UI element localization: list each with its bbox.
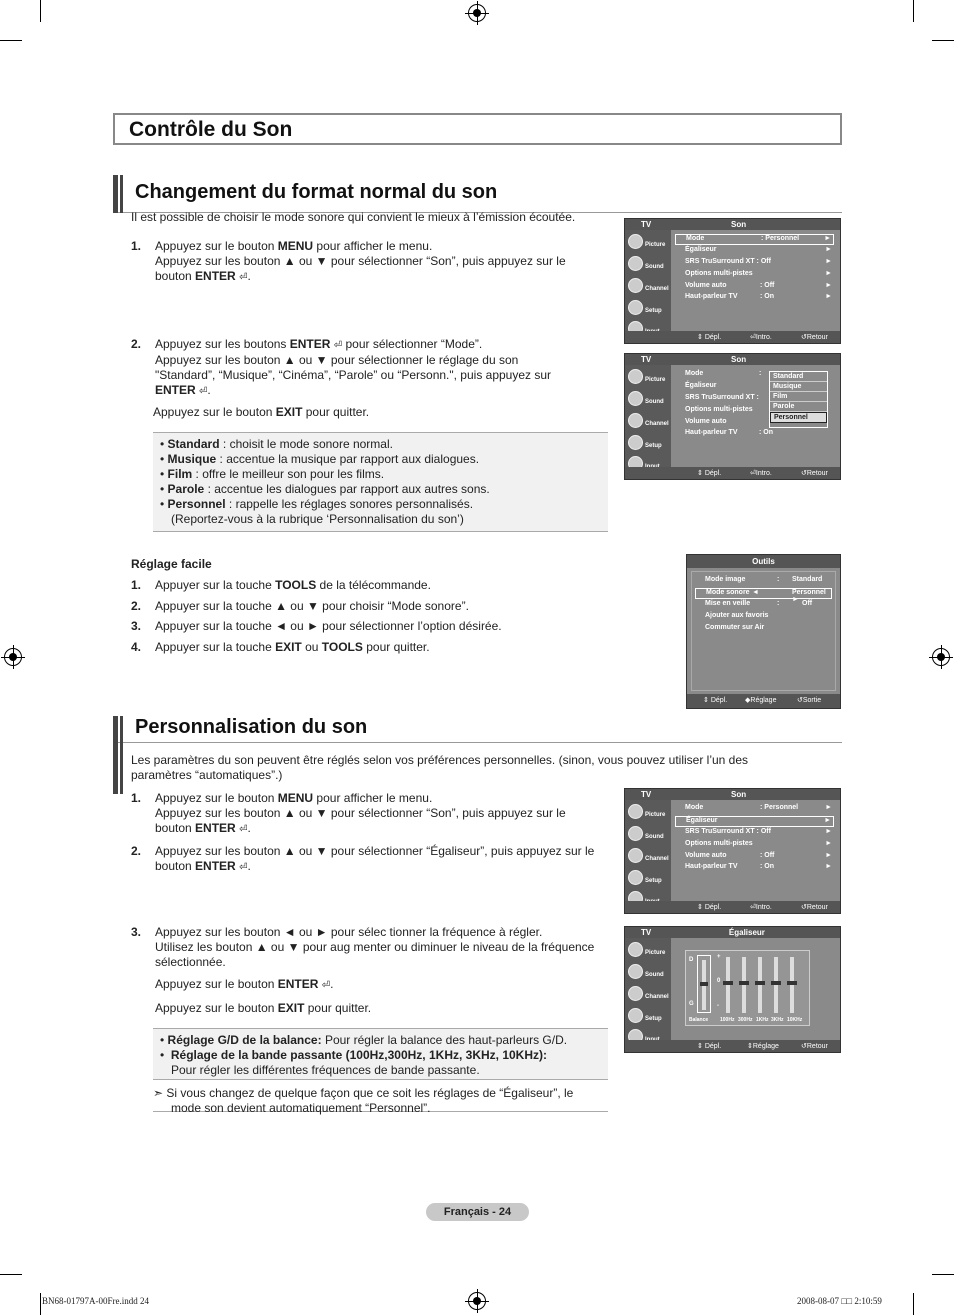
eq-slider-3khz	[774, 957, 778, 1013]
channel-icon	[628, 278, 643, 293]
channel-icon	[628, 413, 643, 428]
bullet-list: • Réglage G/D de la balance: Pour régler la balance des haut-parleurs G/D. • Réglage de la bande passante (100Hz,300Hz, 1KHz, 3KHz, 10KHz): Pour régler les différentes fréquences de bande passante.	[153, 1028, 608, 1080]
sound-icon	[628, 964, 643, 979]
tv-menu-screen: TV Son Picture Sound Channel Setup Mode : Personnel ► Égaliseur ► SRS TruSurround XT : Off ► Options multi-pistes ► Volume auto : Off ► Haut-parleur TV : On ► ⇕ Dépl. ⏎Intro. ↺Retour	[624, 218, 841, 344]
channel-icon	[628, 848, 643, 863]
eq-slider-100hz	[726, 957, 730, 1013]
picture-icon	[628, 942, 643, 957]
section-header	[113, 716, 842, 743]
list-item: • Film : offre le meilleur son pour les films.	[160, 467, 385, 481]
eq-slider-300hz	[742, 957, 746, 1013]
setup-icon	[628, 300, 643, 315]
list-item: • Parole : accentue les dialogues par rapport aux autres sons.	[160, 482, 490, 496]
registration-mark-icon	[468, 1292, 486, 1310]
balance-slider	[697, 955, 711, 1013]
enter-icon: ⏎	[321, 980, 331, 991]
list-item: • Personnel : rappelle les réglages sonores personnalisés.	[160, 497, 474, 511]
step-2: 2. Appuyez sur les boutons ENTER ⏎ pour sélectionner “Mode”. Appuyez sur les bouton ▲ ou ▼ pour sélectionner le réglage du son "Standard”, “Musique”, “Cinéma”, “Parole” ou “Personn.", puis appuyez sur ENTER ⏎.	[131, 337, 552, 397]
enter-icon: ⏎	[239, 272, 248, 283]
easy-steps: 1. Appuyer sur la touche TOOLS de la télécommande. 2. Appuyer sur la touche ▲ ou ▼ pour choisir “Mode sonore”. 3. Appuyer sur la touche ◄ ou ► pour sélectionner l’option désirée. 4. Appuyer sur la touche EXIT ou TOOLS pour quitter.	[131, 578, 502, 654]
sound-icon	[628, 826, 643, 841]
note: ➣ Si vous changez de quelque façon que ce soit les réglages de “Égaliseur”, le mode son devient automatiquement “Personnel”.	[153, 1086, 608, 1112]
eq-slider-10khz	[790, 957, 794, 1013]
enter-icon: ⏎	[333, 340, 343, 351]
easy-title: Réglage facile	[131, 557, 212, 571]
list-item: • Standard : choisit le mode sonore normal.	[160, 437, 393, 451]
sound-icon	[628, 391, 643, 406]
file-slug: BN68-01797A-00Fre.indd 24	[42, 1296, 149, 1306]
note-arrow-icon: ➣	[153, 1086, 164, 1100]
section-intro: Les paramètres du son peuvent être réglés selon vos préférences personnelles. (sinon, vous pouvez utiliser l’un des paramètres “automatiques”.)	[131, 753, 749, 782]
registration-mark-icon	[4, 648, 22, 666]
tv-menu-screen: TV Son Picture Sound Channel Setup Mode : Égaliseur SRS TruSurround XT : Options multi-pistes Volume auto Haut-parleur TV : On Standard Musique Film Parole Personnel ⇕ Dépl. ⏎Intro. ↺Retour	[624, 353, 841, 480]
list-item: • Réglage G/D de la balance: Pour régler la balance des haut-parleurs G/D.	[160, 1033, 568, 1047]
setup-icon	[628, 435, 643, 450]
enter-icon: ⏎	[239, 862, 248, 873]
tv-menu-screen: TV Son Picture Sound Channel Setup Mode : Personnel ► Égaliseur ► SRS TruSurround XT : Off ► Options multi-pistes ► Volume auto : Off ► Haut-parleur TV : On ► ⇕ Dépl. ⏎Intro. ↺Retour	[624, 788, 841, 914]
eq-slider-1khz	[758, 957, 762, 1013]
picture-icon	[628, 369, 643, 384]
equalizer-panel: D G + 0 - Balance 100Hz 300Hz 1KHz 3KHz 10KHz	[685, 950, 810, 1026]
mode-dropdown: Standard Musique Film Parole Personnel	[769, 371, 828, 428]
tools-screen: Outils Mode image : Standard Mode sonore ◄ Personnel ► Mise en veille : Off Ajouter aux favoris Commuter sur Air ⇕ Dépl. ◆Réglage ↺Sortie	[686, 554, 841, 709]
step-1: 1. Appuyez sur le bouton MENU pour afficher le menu. Appuyez sur les bouton ▲ ou ▼ pour sélectionner “Son”, puis appuyez sur le bouton ENTER ⏎.	[131, 791, 566, 835]
channel-icon	[628, 986, 643, 1001]
section-title: Changement du format normal du son	[135, 181, 498, 203]
step-2: 2. Appuyez sur les bouton ▲ ou ▼ pour sélectionner “Égaliseur”, puis appuyez sur le bouton ENTER ⏎.	[131, 844, 595, 873]
step-1: 1. Appuyez sur le bouton MENU pour afficher le menu. Appuyez sur les bouton ▲ ou ▼ pour sélectionner “Son”, puis appuyez sur le bouton ENTER ⏎.	[131, 239, 566, 283]
picture-icon	[628, 234, 643, 249]
step-3: 3. Appuyez sur les bouton ◄ ou ► pour sélec tionner la fréquence à régler. Utilisez les bouton ▲ ou ▼ pour aug menter ou diminuer le niveau de la fréquence sélectionnée. Appuyez sur le bouton ENTER ⏎. Appuyez sur le bouton EXIT pour quitter.	[131, 925, 595, 1015]
sound-icon	[628, 256, 643, 271]
enter-icon: ⏎	[239, 824, 248, 835]
setup-icon	[628, 870, 643, 885]
page-number-badge: Français - 24	[426, 1203, 529, 1221]
tv-equalizer-screen: TV Égaliseur Picture Sound Channel Setup D G + 0 - Balance 100Hz 300Hz 1KHz 3KHz 10KHz ⇕ Dépl. ⇕Réglage ↺Retour	[624, 926, 841, 1053]
section-header	[113, 175, 842, 213]
bullet-list: • Standard : choisit le mode sonore normal. • Musique : accentue la musique par rapport aux dialogues. • Film : offre le meilleur son pour les films. • Parole : accentue les dialogues par rapport aux autres sons. • Personnel : rappelle les réglages sonores personnalisés. (Reportez-vous à la rubrique ‘Personnalisation du son’)	[153, 432, 608, 532]
section-intro: Il est possible de choisir le mode sonore qui convient le mieux à l’émission écoutée.	[131, 210, 576, 224]
registration-mark-icon	[468, 4, 486, 22]
page-title: Contrôle du Son	[113, 113, 842, 145]
picture-icon	[628, 804, 643, 819]
setup-icon	[628, 1008, 643, 1023]
section-title: Personnalisation du son	[135, 716, 368, 738]
registration-mark-icon	[932, 648, 950, 666]
timestamp-slug: 2008-08-07 □□ 2:10:59	[797, 1296, 882, 1306]
exit-instruction: Appuyez sur le bouton EXIT pour quitter.	[153, 405, 370, 419]
list-item: • Musique : accentue la musique par rapport aux dialogues.	[160, 452, 480, 466]
enter-icon: ⏎	[199, 386, 208, 397]
list-item: • Réglage de la bande passante (100Hz,300Hz, 1KHz, 3KHz, 10KHz):	[160, 1048, 547, 1062]
